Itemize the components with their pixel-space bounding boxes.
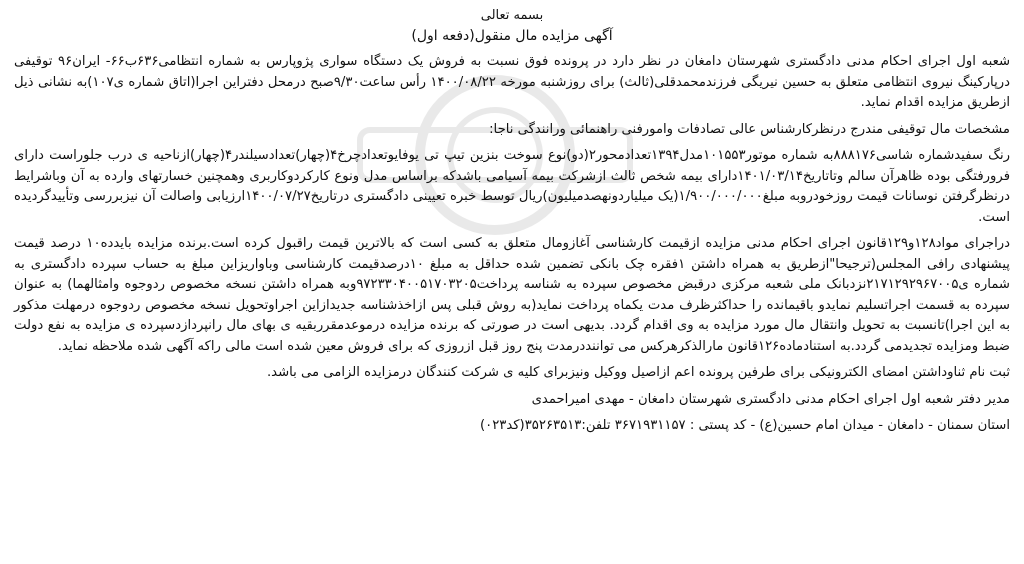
auction-terms-paragraph: دراجرای مواد۱۲۸و۱۲۹قانون اجرای احکام مدنی مزایده ازقیمت کارشناسی آغازومال متعلق به کسی است که بالاترین قیمت راقبول کرده است.برنده مزایده بایدده۱۰ درصد قیمت پیشنهادی رافی المجلس(ترجیحا"ازطریق به همراه داشتن ۱فقره چک بانکی تضمین شده حداقل به مبلغ ۱۰درصدقیمت کارشناسی وباواریزاین مبلغ به حساب سپرده دادگستری به شماره ی۲۱۷۱۲۹۲۹۶۷۰۰۵نزدبانک ملی شعبه مرکزی درقبض مخصوص سپرده به شناسه پرداخت۹۷۲۳۳۰۴۰۰۵۱۷۰۳۲۰۵وبه همراه داشتن نسخه مخصوص ردوجوه وامثالهما) به عنوان سپرده به قسمت اجراتسلیم نمایدو باقیمانده را حداکثرظرف مدت یکماه پرداخت نماید(به روش قبلی پس ازاخذشناسه جدیدازاین اجراوتحویل نسخه مخصوص ردوجوه درمهلت مذکور به این اجرا)تانسبت به تحویل وانتقال مال مورد مزایده به وی اقدام گردد. بدیهی است در صورتی که برنده مزایده درموعدمقرربقیه ی بهای مال رانپردازدسپرده ی مزایده به نفع دولت ضبط ومزایده تجدیدمی گردد.به استنادماده۱۲۶قانون مارالذکرهرکس می تواننددرمدت پنج روز قبل ازروزی که برای فروش معین شده است مالی راکه آگهی شده ملاحظه نماید. [14, 236, 1010, 354]
notice-header [14, 6, 1010, 46]
registration-note: ثبت نام ثناوداشتن امضای الکترونیکی برای طرفین پرونده اعم ازاصیل ووکیل ونیزبرای کلیه ی شرکت کنندگان درمزایده الزامی می باشد. [266, 365, 1010, 380]
signature-line: مدیر دفتر شعبه اول اجرای احکام مدنی دادگستری شهرستان دامغان - مهدی امیراحمدی [531, 391, 1010, 407]
vehicle-specs-paragraph: رنگ سفیدشماره شاسی۸۸۸۱۷۶به شماره موتور۱۰۱۵۵۳مدل۱۳۹۴تعدادمحور۲(دو)نوع سوخت بنزین تیپ تی یوفایوتعدادچرخ۴(چهار)تعدادسیلندر۴(چهار)ازناحیه ی درب جلوراست دارای فرورفتگی بوده ظاهرآن سالم وتاتاریخ۱۴۰۱/۰۳/۱۴دارای بیمه شخص ثالث ازشرکت بیمه آسیامی باشدکه براساس مدل ونوع کارکردوکاربری وهمچنین خسارتهای وارده به آن وباشرایط درنظرگرفتن نوسانات قیمت روزخودروبه مبلغ۱/۹۰۰/۰۰۰/۰۰۰(یک میلیاردونهصدمیلیون)ریال توسط خبره تعیینی دادگستری درتاریخ۱۴۰۰/۰۷/۲۷ارزیابی واصالت آن نیزبررسی وتأییدگردیده است. [14, 148, 1010, 225]
specs-heading: مشخصات مال توقیفی مندرج درنظرکارشناس عالی تصادفات وامورفنی راهنمائی ورانندگی ناجا: [489, 121, 1010, 137]
intro-paragraph: شعبه اول اجرای احکام مدنی دادگستری شهرستان دامغان در نظر دارد در پرونده فوق نسبت به فروش یک دستگاه سواری پژوپارس به شماره انتظامی۶۳۶ب۶۶- ایران۹۶ توقیفی درپارکینگ نیروی انتظامی متعلق به حسین نیریگی فرزندمحمدقلی(ثالث) برای روزشنبه مورخه ۱۴۰۰/۰۸/۲۲ رأس ساعت۹/۳۰صبح درمحل دفتراین اجرا(اتاق شماره ی۱۰۷)به نشانی ذیل ازطریق مزایده اقدام نماید. [14, 54, 1010, 110]
basmala-heading: بسمه تعالی [480, 8, 544, 23]
notice-title: آگهی مزایده مال منقول(دفعه اول) [411, 28, 613, 44]
auction-notice [14, 6, 1010, 437]
address-line: استان سمنان - دامغان - میدان امام حسین(ع) - کد پستی : ۳۶۷۱۹۳۱۱۵۷ تلفن:۳۵۲۶۳۵۱۳(کد۰۲۳) [479, 418, 1010, 433]
